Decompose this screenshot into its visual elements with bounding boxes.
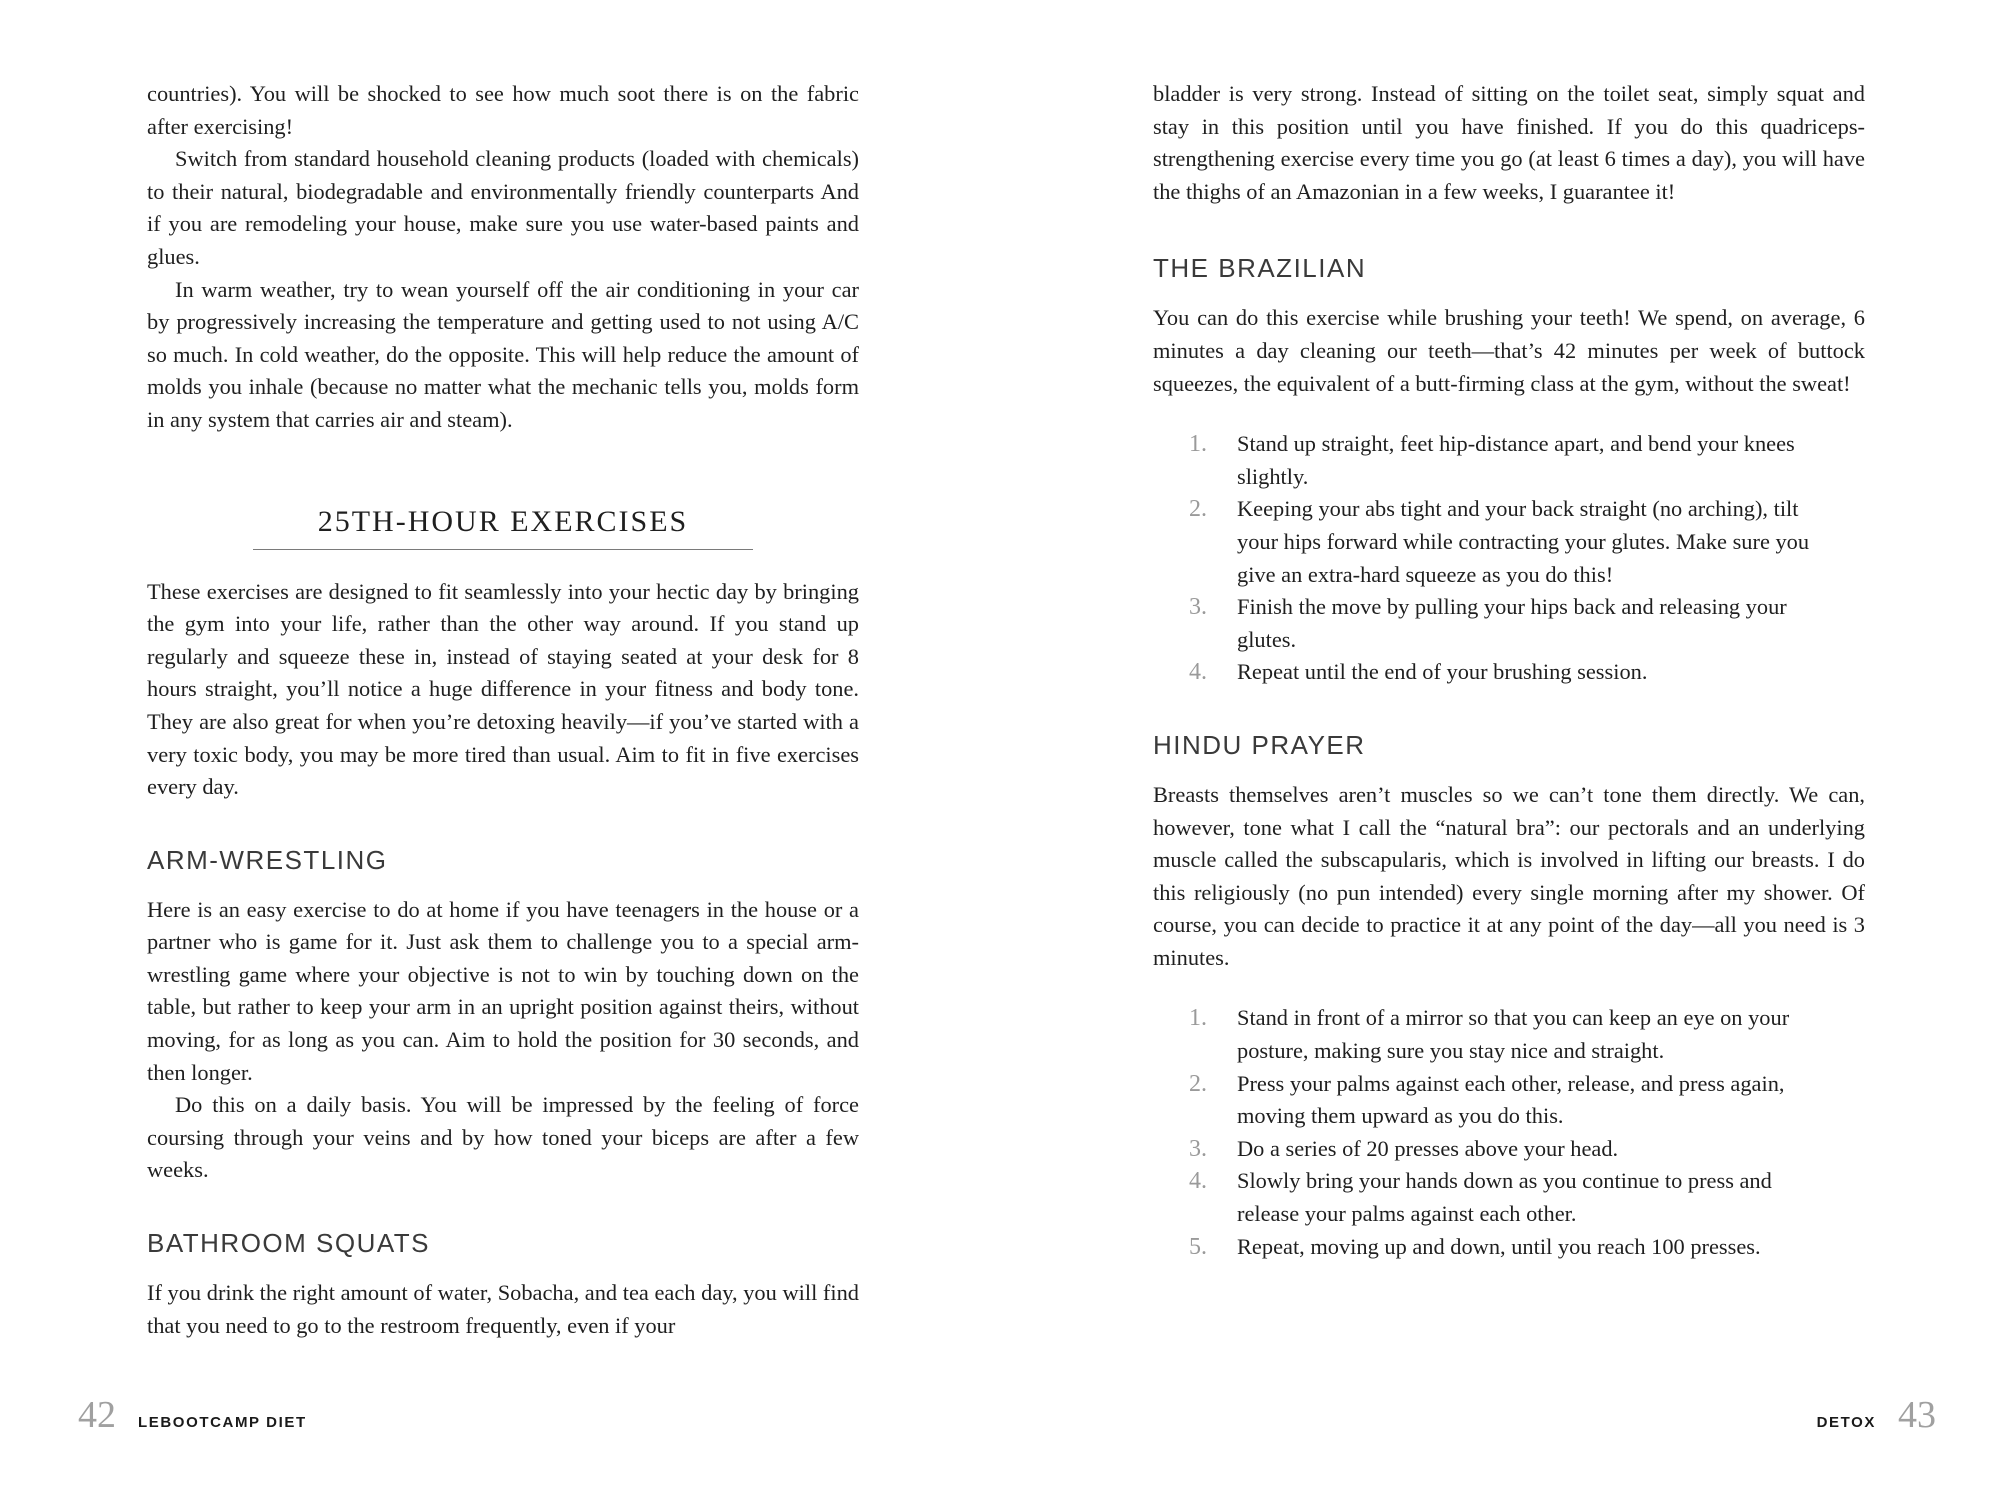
page-number: 43 — [1898, 1394, 1936, 1436]
list-item — [1153, 1165, 1825, 1230]
step-number: 1. — [1189, 1005, 1207, 1032]
body-paragraph: Switch from standard household cleaning products (loaded with chemicals) to their natural, biodegradable and environmentally friendly counterparts And if you are remodeling your house, make sure you use water-based paints and glues. — [147, 146, 859, 269]
step-number: 1. — [1189, 431, 1207, 458]
body-paragraph: Do this on a daily basis. You will be impressed by the feeling of force coursing through your veins and by how toned your biceps are after a few weeks. — [147, 1092, 859, 1183]
step-text: Keeping your abs tight and your back straight (no arching), tilt your hips forward while contracting your glutes. Make sure you give an extra-hard squeeze as you do this! — [1237, 496, 1810, 587]
list-item — [1153, 1231, 1825, 1264]
list-item — [1153, 656, 1825, 689]
left-text-column — [147, 78, 859, 1342]
section-title-text: 25TH-HOUR EXERCISES — [253, 505, 753, 550]
body-paragraph: In warm weather, try to wean yourself off the air conditioning in your car by progressively increasing the temperature and getting used to not using A/C so much. In cold weather, do the opposite. This will help reduce the amount of molds you inhale (because no matter what the mechanic tells you, molds form in any system that carries air and steam). — [147, 276, 859, 432]
list-item — [1153, 1002, 1825, 1067]
list-item — [1153, 1133, 1825, 1166]
step-text: Stand in front of a mirror so that you can keep an eye on your posture, making sure you stay nice and straight. — [1237, 1005, 1790, 1064]
list-item — [1153, 1068, 1825, 1133]
body-paragraph: Here is an easy exercise to do at home if you have teenagers in the house or a partner who is game for it. Just ask them to challenge you to a special arm-wrestling game where your objective is not to win by touching down on the table, but rather to keep your arm in an upright position against theirs, without moving, for as long as you can. Aim to hold the position for 30 seconds, and then longer. — [147, 896, 859, 1085]
section-title — [147, 505, 859, 550]
body-paragraph: countries). You will be shocked to see how much soot there is on the fabric after exercising! — [147, 81, 859, 139]
page-number: 42 — [78, 1394, 116, 1436]
step-number: 4. — [1189, 659, 1207, 686]
brazilian-steps-list — [1153, 428, 1865, 689]
subheading-the-brazilian: THE BRAZILIAN — [1153, 253, 1367, 284]
step-text: Finish the move by pulling your hips back and releasing your glutes. — [1237, 594, 1787, 652]
list-item — [1153, 428, 1825, 493]
hindu-prayer-steps-list — [1153, 1002, 1865, 1263]
running-head: LEBOOTCAMP DIET — [138, 1414, 307, 1431]
body-paragraph: If you drink the right amount of water, Sobacha, and tea each day, you will find that you need to go to the restroom frequently, even if your — [147, 1280, 859, 1338]
page-footer-right — [1817, 1393, 1936, 1437]
step-text: Slowly bring your hands down as you continue to press and release your palms against each other. — [1237, 1168, 1772, 1227]
step-text: Repeat until the end of your brushing session. — [1237, 659, 1648, 685]
step-number: 3. — [1189, 1135, 1207, 1162]
subheading-hindu-prayer: HINDU PRAYER — [1153, 729, 1366, 760]
step-number: 2. — [1189, 1070, 1207, 1097]
step-number: 4. — [1189, 1168, 1207, 1195]
body-paragraph: bladder is very strong. Instead of sitting on the toilet seat, simply squat and stay in this position until you have finished. If you do this quadriceps-strengthening exercise every time you go (at least 6 times a day), you will have the thighs of an Amazonian in a few weeks, I guarantee it! — [1153, 81, 1865, 204]
subheading-arm-wrestling: ARM-WRESTLING — [147, 844, 388, 875]
step-number: 5. — [1189, 1233, 1207, 1260]
step-number: 3. — [1189, 594, 1207, 621]
right-page — [1000, 0, 2000, 1500]
step-text: Repeat, moving up and down, until you reach 100 presses. — [1237, 1233, 1761, 1259]
step-text: Stand up straight, feet hip-distance apart, and bend your knees slightly. — [1237, 431, 1795, 489]
section-intro-paragraph: These exercises are designed to fit seamlessly into your hectic day by bringing the gym into your life, rather than the other way around. If you stand up regularly and squeeze these in, instead of staying seated at your desk for 8 hours straight, you’ll notice a huge difference in your fitness and body tone. They are also great for when you’re detoxing heavily—if you’ve started with a very toxic body, you may be more tired than usual. Aim to fit in five exercises every day. — [147, 578, 859, 800]
right-text-column — [1153, 78, 1865, 1263]
list-item — [1153, 493, 1825, 591]
page-footer-left — [78, 1393, 307, 1437]
step-number: 2. — [1189, 496, 1207, 523]
subheading-bathroom-squats: BATHROOM SQUATS — [147, 1228, 430, 1259]
body-paragraph: Breasts themselves aren’t muscles so we can’t tone them directly. We can, however, tone what I call the “natural bra”: our pectorals and an underlying muscle called the subscapularis, which is involved in lifting our breasts. I do this religiously (no pun intended) every single morning after my shower. Of course, you can decide to practice it at any point of the day—all you need is 3 minutes. — [1153, 781, 1865, 970]
running-head: DETOX — [1816, 1414, 1876, 1431]
list-item — [1153, 591, 1825, 656]
step-text: Press your palms against each other, release, and press again, moving them upward as you do this. — [1237, 1070, 1785, 1129]
body-paragraph: You can do this exercise while brushing your teeth! We spend, on average, 6 minutes a day cleaning our teeth—that’s 42 minutes per week of buttock squeezes, the equivalent of a butt-firming class at the gym, without the sweat! — [1153, 305, 1865, 396]
step-text: Do a series of 20 presses above your head. — [1237, 1135, 1619, 1161]
